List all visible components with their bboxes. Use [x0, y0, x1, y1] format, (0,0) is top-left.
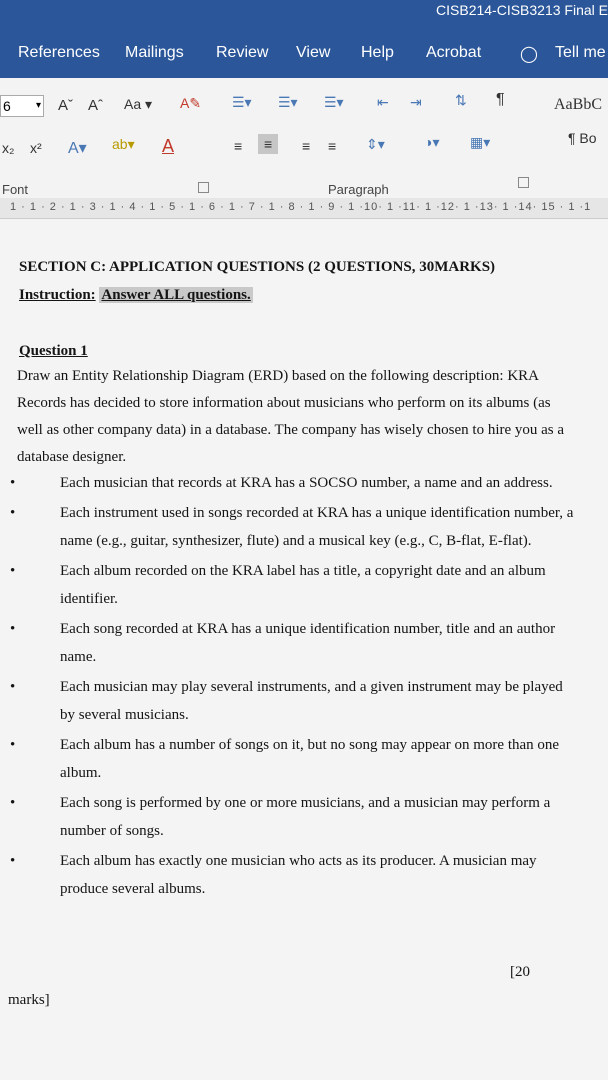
requirements-list — [0, 469, 600, 905]
shading-icon[interactable]: ◑▾ — [424, 134, 440, 150]
style-normal-sample[interactable]: AaBbC — [554, 96, 602, 113]
bullet-icon: • — [10, 475, 16, 491]
tab-review[interactable]: Review — [216, 44, 269, 61]
ribbon — [0, 78, 608, 199]
tab-help[interactable]: Help — [361, 44, 394, 61]
tab-mailings[interactable]: Mailings — [125, 44, 184, 61]
instruction-text: Answer ALL questions. — [101, 287, 251, 303]
question-intro: Draw an Entity Relationship Diagram (ERD) based on the following description: KRA Records has decided to store information about musicians who perform on its albums (as well as other company data) in a database. The company has wisely chosen to hire you as a database designer. — [17, 368, 565, 465]
list-item-text: Each song recorded at KRA has a unique identification number, title and an author name. — [60, 621, 556, 665]
question-title: Question 1 — [19, 343, 88, 359]
multilevel-list-icon[interactable]: ☰▾ — [324, 94, 344, 110]
tab-view[interactable]: View — [296, 44, 331, 61]
horizontal-ruler[interactable] — [0, 198, 608, 219]
list-item-text: Each musician that records at KRA has a SOCSO number, a name and an address. — [60, 475, 553, 491]
tab-tell-me[interactable]: Tell me — [555, 44, 606, 61]
change-case-label: Aa — [124, 96, 142, 112]
list-item-text: Each instrument used in songs recorded at KRA has a unique identification number, a name (e.g., guitar, synthesizer, flute) and a musical key (e.g., C, B-flat, E-flat). — [60, 505, 574, 549]
document-title: CISB214-CISB3213 Final E — [436, 2, 608, 18]
list-item — [0, 615, 580, 671]
list-item-text: Each album recorded on the KRA label has a title, a copyright date and an album identifier. — [60, 563, 546, 607]
text-effects-icon[interactable]: A▾ — [68, 140, 87, 157]
align-left-icon[interactable]: ≡ — [234, 138, 243, 154]
instruction-label: Instruction: — [19, 287, 96, 303]
list-item — [0, 847, 580, 903]
bullet-icon: • — [10, 679, 16, 695]
bullet-icon: • — [10, 795, 16, 811]
style-name[interactable]: ¶ Bo — [568, 130, 597, 146]
font-group-label: Font — [2, 182, 29, 197]
tab-references[interactable]: References — [18, 44, 100, 61]
numbering-icon[interactable]: ☰▾ — [278, 94, 298, 110]
highlight-color-icon[interactable]: ab▾ — [112, 136, 135, 152]
borders-icon[interactable]: ▦▾ — [470, 134, 491, 150]
marks-label-part2: marks] — [8, 992, 50, 1008]
bullet-icon: • — [10, 621, 16, 637]
list-item — [0, 469, 580, 497]
paragraph-dialog-launcher-icon[interactable] — [518, 177, 529, 188]
ruler-marks: 1 · 1 · 2 · 1 · 3 · 1 · 4 · 1 · 5 · 1 · 6 · 1 · 7 · 1 · 8 · 1 · 9 · 1 ·10· 1 ·11· 1 ·12· 1 ·13· 1 ·14· 15 · 1 ·1 — [10, 201, 592, 213]
sort-icon[interactable]: ⇅ — [455, 92, 467, 108]
font-color-icon[interactable]: A — [162, 136, 175, 156]
document-page[interactable] — [0, 219, 608, 1080]
chevron-down-icon: ▾ — [35, 100, 41, 111]
justify-icon[interactable]: ≡ — [328, 138, 337, 154]
list-item — [0, 557, 580, 613]
tab-acrobat[interactable]: Acrobat — [426, 44, 482, 61]
marks-label-part1: [20 — [510, 964, 530, 980]
list-item-text: Each album has a number of songs on it, but no song may appear on more than one album. — [60, 737, 560, 781]
title-bar — [0, 0, 608, 26]
section-heading: SECTION C: APPLICATION QUESTIONS (2 QUESTIONS, 30MARKS) — [19, 259, 496, 275]
list-item-text: Each song is performed by one or more musicians, and a musician may perform a number of songs. — [60, 795, 551, 839]
superscript-icon[interactable]: x² — [30, 140, 42, 156]
clear-formatting-icon[interactable]: A✎ — [180, 95, 202, 111]
list-item-text: Each album has exactly one musician who acts as its producer. A musician may produce several albums. — [60, 853, 537, 897]
increase-indent-icon[interactable]: ⇥ — [410, 94, 422, 110]
font-size-value: 6 — [3, 98, 11, 114]
lightbulb-icon: ◯ — [520, 46, 538, 63]
bullets-icon[interactable]: ☰▾ — [232, 94, 252, 110]
instruction-line — [19, 287, 253, 304]
grow-font-icon[interactable]: Aˇ — [58, 97, 73, 114]
line-spacing-icon[interactable]: ⇕▾ — [366, 136, 385, 152]
change-case-button[interactable]: Aa ▾ — [124, 96, 153, 112]
paragraph-group-label: Paragraph — [328, 182, 389, 197]
bullet-icon: • — [10, 563, 16, 579]
subscript-icon[interactable]: x₂ — [2, 140, 15, 156]
show-formatting-icon[interactable]: ¶ — [496, 91, 505, 108]
align-center-icon[interactable]: ≡ — [258, 134, 278, 154]
decrease-indent-icon[interactable]: ⇤ — [377, 94, 389, 110]
bullet-icon: • — [10, 505, 16, 521]
shrink-font-icon[interactable]: Aˆ — [88, 97, 103, 114]
align-right-icon[interactable]: ≡ — [302, 138, 311, 154]
ribbon-tabs — [0, 26, 608, 78]
list-item — [0, 731, 580, 787]
bullet-icon: • — [10, 737, 16, 753]
font-size-box[interactable] — [0, 95, 44, 117]
list-item — [0, 789, 580, 845]
list-item — [0, 499, 580, 555]
list-item-text: Each musician may play several instruments, and a given instrument may be played by several musicians. — [60, 679, 563, 723]
font-dialog-launcher-icon[interactable] — [198, 182, 209, 193]
list-item — [0, 673, 580, 729]
bullet-icon: • — [10, 853, 16, 869]
